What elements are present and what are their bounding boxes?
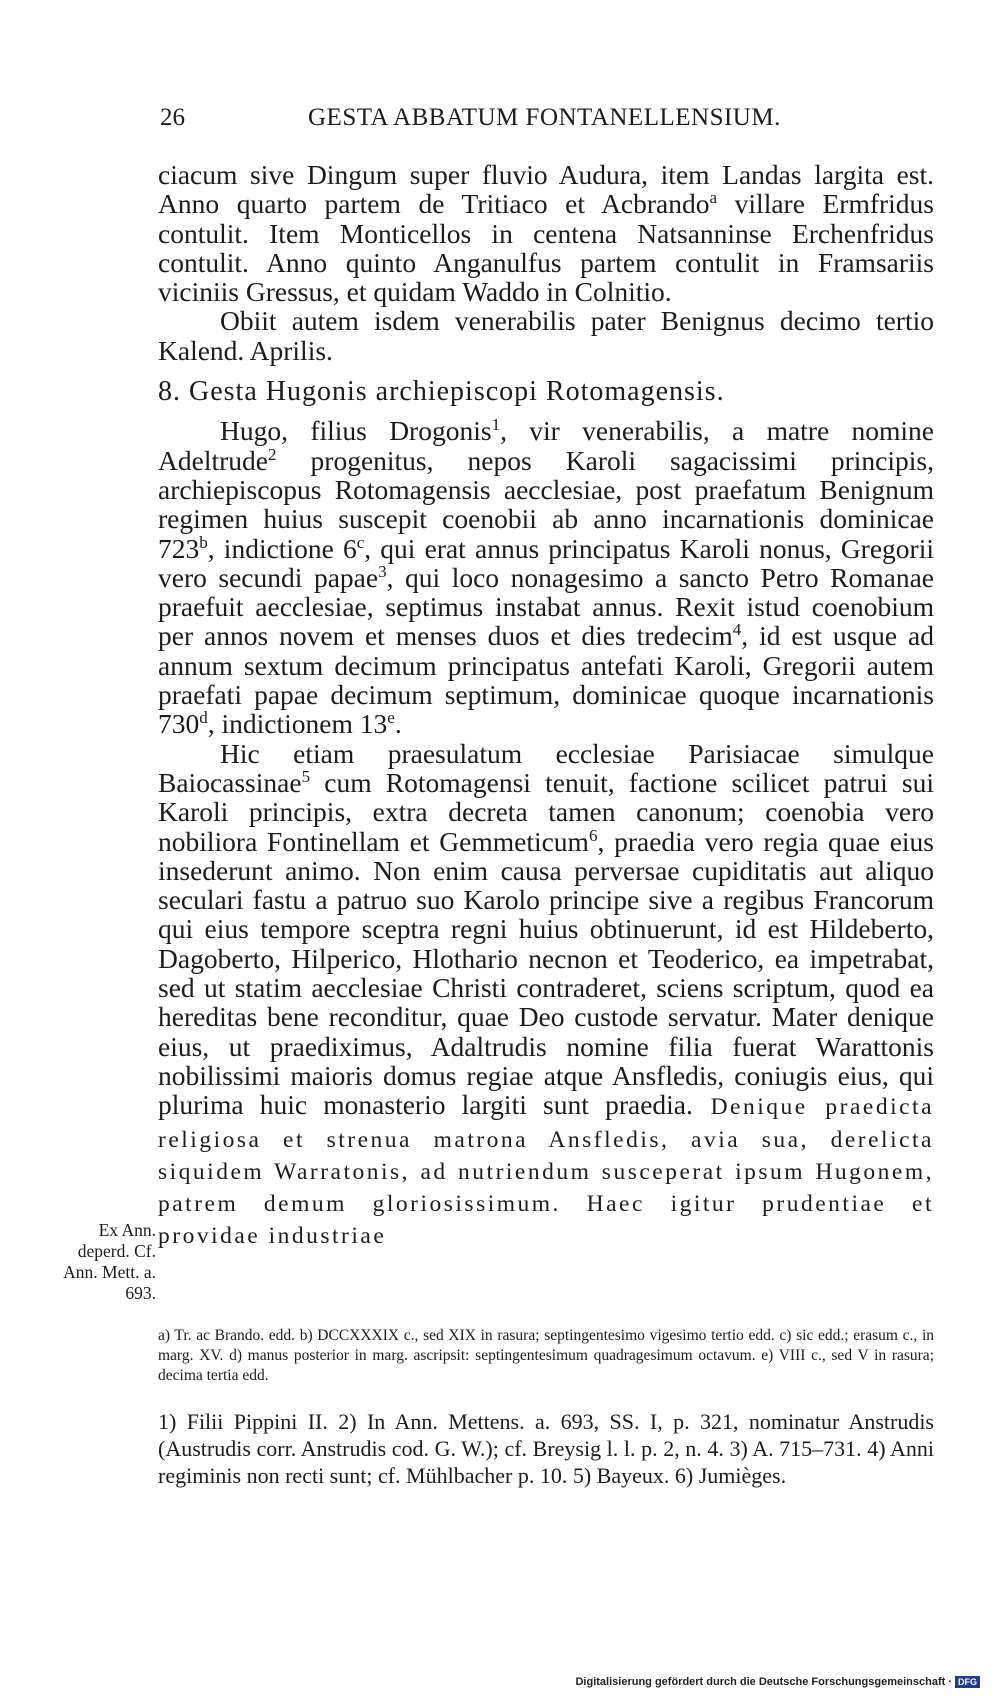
text-span: . [394, 708, 402, 740]
text-span: , indictione 6 [207, 532, 357, 564]
running-header [160, 104, 930, 138]
footnotes [158, 1408, 934, 1489]
footnote-mark: b [199, 532, 208, 552]
page-number: 26 [160, 104, 185, 131]
apparatus-notes: a) Tr. ac Brando. edd. b) DCCXXXIX c., sed XIX in rasura; septingentesimo vigesimo tertio edd. c) sic edd.; erasum c., in marg. XV. d) manus posterior in marg. ascripsit: septingentesimum quadragesimum octavum. e) VIII c., sed V in rasura; decima tertia edd. [158, 1327, 934, 1384]
critical-apparatus [158, 1326, 934, 1386]
section-heading: 8. Gesta Hugonis archiepiscopi Rotomagensis. [158, 376, 725, 408]
text-span: progenitus, nepos Karoli sagacissimi principis, archiepiscopus Rotomagensis aecclesiae, post praefatum Benignum regimen huius suscepit coenobii ab anno incarnationis dominicae 723 [158, 444, 934, 564]
margin-note: Ex Ann. deperd. Cf. Ann. Mett. a. 693. [63, 1220, 156, 1303]
footnote-mark: 1 [491, 415, 501, 435]
footnote-mark: c [356, 532, 365, 552]
paragraph-4 [158, 739, 934, 1252]
footnote-mark: d [199, 708, 208, 728]
paragraph-2: Obiit autem isdem venerabilis pater Benignus decimo tertio Kalend. Aprilis. [158, 305, 934, 366]
footnote-mark: 3 [378, 561, 387, 581]
paragraph-3 [158, 416, 934, 738]
dfg-logo: DFG [955, 1676, 980, 1688]
spaced-text: Denique praedicta religiosa et strenua matrona Ansfledis, avia sua, derelicta siquidem Warratonis, ad nutriendum susceperat ipsum Hugonem, patrem demum gloriosissimum. Haec igitur prudentiae et providae industriae [158, 1094, 935, 1250]
text-span: villare Ermfridus contulit. Item Monticellos in centena Natsanninse Erchenfridus contulit. Anno quinto Anganulfus partem contulit in Framsariis viciniis Gressus, et quidam Waddo in Colnitio. [158, 188, 934, 308]
footnote-mark: 4 [732, 620, 742, 640]
footnote-text: 1) Filii Pippini II. 2) In Ann. Mettens. a. 693, SS. I, p. 321, nominatur Anstrudis (Austrudis corr. Anstrudis cod. G. W.); cf. Breysig l. l. p. 2, n. 4. 3) A. 715–731. 4) Anni regiminis non recti sunt; cf. Mühlbacher p. 10. 5) Bayeux. 6) Jumièges. [158, 1409, 934, 1488]
footnote-mark: 2 [267, 444, 277, 464]
text-span: , qui loco nonagesimo a sancto Petro Romanae praefuit aecclesiae, septimus instabat annus. Rexit istud coenobium per annos novem et menses duos et dies tredecim [158, 561, 934, 652]
footnote-mark: a [709, 188, 718, 208]
text-span: , id est usque ad annum sextum decimum principatus antefati Karoli, Gregorii autem praefati papae decimum septimum, dominicae quoque incarnationis 730 [158, 620, 934, 740]
text-span: , praedia vero regia quae eius insederunt animo. Non enim causa perversae cupiditatis aut aliquo seculari fastu a patruo suo Karolo principe sive a regibus Francorum qui eius tempore sceptra regni huius obtinuerunt, id est Hildeberto, Dagoberto, Hilperico, Hlothario necnon et Teoderico, ea impetrabat, sed ut statim aecclesiae Christi contraderet, sciens scriptum, quod ea hereditas bene reconditur, quae Deo custode servatur. Mater denique eius, ut praediximus, Adaltrudis nomine filia fuerat Warattonis nobilissimi maioris domus regiae atque Ansfledis, coniugis eius, qui plurima huic monasterio largiti sunt praedia. [158, 825, 935, 1121]
footnote-mark: 5 [301, 766, 311, 786]
text-span: cum Rotomagensi tenuit, factione scilicet patrui sui Karoli principis, extra decreta tamen canonum; coenobia vero nobiliora Fontinellam et Gemmeticum [158, 766, 934, 857]
footnote-mark: e [387, 708, 395, 728]
main-text [158, 160, 934, 1252]
text-span: , qui erat annus principatus Karoli nonus, Gregorii vero secundi papae [158, 532, 934, 593]
running-title: GESTA ABBATUM FONTANELLENSIUM. [308, 104, 781, 131]
text-span: Hic etiam praesulatum ecclesiae Parisiacae simulque Baiocassinae [158, 737, 934, 798]
text-span: Hugo, filius Drogonis [220, 415, 492, 447]
paragraph-1 [158, 160, 934, 306]
footnote-mark: 6 [588, 825, 598, 845]
text-span: ciacum sive Dingum super fluvio Audura, item Landas largita est. Anno quarto partem de Tritiaco et Acbrando [158, 159, 934, 220]
digitization-credit [575, 1676, 980, 1688]
credit-text: Digitalisierung gefördert durch die Deutsche Forschungsgemeinschaft · [575, 1676, 952, 1688]
text-span: , vir venerabilis, a matre nomine Adeltrude [158, 415, 935, 476]
text-span: , indictionem 13 [207, 708, 388, 740]
